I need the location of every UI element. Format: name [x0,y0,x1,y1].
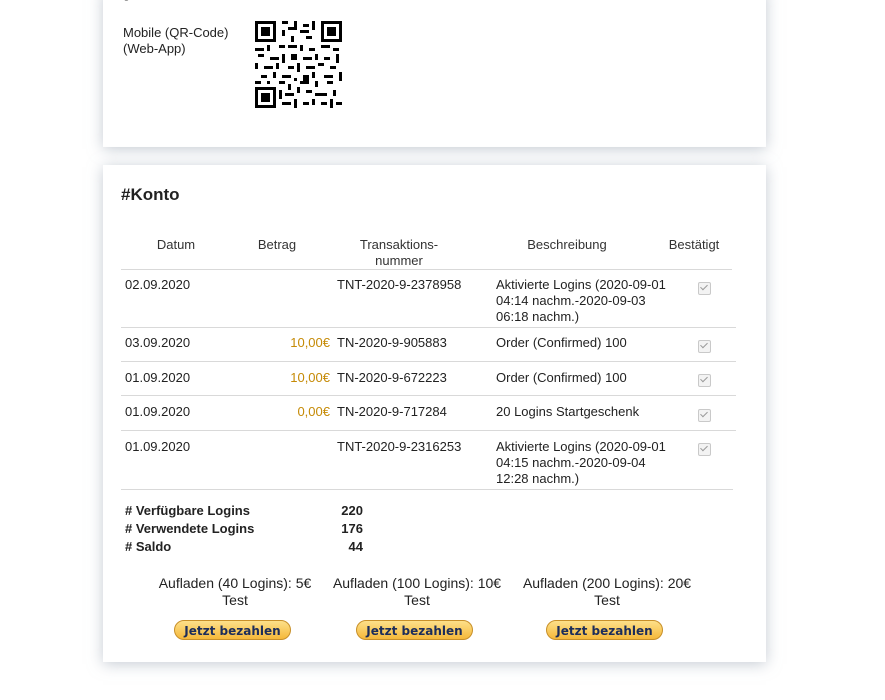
topup-title: Aufladen (40 Logins): 5€ [158,575,312,591]
summary-value-available: 220 [341,503,363,518]
row-amount: 0,00€ [297,404,330,419]
pay-now-button-100[interactable]: Jetzt bezahlen [356,620,473,640]
row-divider [121,361,736,362]
row-description-line: 04:15 nachm.-2020-09-04 [496,455,646,470]
col-transaktionsnummer-line1: Transaktions- [359,237,439,252]
cut-off-text [123,0,218,1]
summary-label-available: # Verfügbare Logins [125,503,250,518]
topup-label-200 [519,575,695,609]
row-txn: TN-2020-9-672223 [337,370,447,385]
row-amount: 10,00€ [290,370,330,385]
topup-label-40 [155,575,315,609]
topup-subtitle: Test [404,592,430,608]
row-description [496,277,681,325]
topup-subtitle: Test [222,592,248,608]
mobile-qr-label-line2: (Web-App) [123,41,186,56]
settings-card [103,0,766,147]
col-betrag: Betrag [257,237,297,252]
col-bestaetigt: Bestätigt [668,237,720,252]
row-amount: 10,00€ [290,335,330,350]
confirmed-checkbox [698,340,711,353]
konto-title: #Konto [121,185,180,204]
row-description: Order (Confirmed) 100 [496,370,627,385]
confirmed-checkbox [698,443,711,456]
summary-label-saldo: # Saldo [125,539,172,554]
row-divider [121,430,736,431]
col-transaktionsnummer-line2: nummer [375,253,423,268]
qr-code-image [255,21,342,108]
confirmed-checkbox [698,409,711,422]
summary-value-saldo: 44 [348,539,363,554]
row-txn: TNT-2020-9-2378958 [337,277,462,292]
row-date: 01.09.2020 [125,370,191,385]
topup-subtitle: Test [594,592,620,608]
col-datum: Datum [156,237,196,252]
row-date: 01.09.2020 [125,404,191,419]
col-transaktionsnummer [349,237,449,269]
table-bottom-divider [121,489,733,490]
row-txn: TNT-2020-9-2316253 [337,439,462,454]
topup-label-100 [329,575,505,609]
topup-title: Aufladen (100 Logins): 10€ [332,575,502,591]
confirmed-checkbox [698,282,711,295]
confirmed-checkbox [698,374,711,387]
row-description-line: Aktivierte Logins (2020-09-01 [496,439,666,454]
row-description-line: 12:28 nachm.) [496,471,580,486]
pay-now-button-40[interactable]: Jetzt bezahlen [174,620,291,640]
row-divider [121,395,736,396]
summary-value-used: 176 [341,521,363,536]
header-divider [121,269,732,270]
row-date: 03.09.2020 [125,335,191,350]
mobile-qr-label-line1: Mobile (QR-Code) [123,25,229,40]
row-description: 20 Logins Startgeschenk [496,404,640,419]
pay-now-button-200[interactable]: Jetzt bezahlen [546,620,663,640]
row-txn: TN-2020-9-717284 [337,404,447,419]
row-description [496,439,681,487]
row-txn: TN-2020-9-905883 [337,335,447,350]
mobile-qr-label [123,25,228,57]
topup-title: Aufladen (200 Logins): 20€ [522,575,692,591]
col-beschreibung: Beschreibung [527,237,607,252]
row-date: 01.09.2020 [125,439,191,454]
row-description: Order (Confirmed) 100 [496,335,627,350]
row-description-line: 04:14 nachm.-2020-09-03 [496,293,646,308]
row-date: 02.09.2020 [125,277,191,292]
row-divider [121,327,736,328]
row-description-line: Aktivierte Logins (2020-09-01 [496,277,666,292]
summary-label-used: # Verwendete Logins [125,521,255,536]
konto-card [103,165,766,662]
row-description-line: 06:18 nachm.) [496,309,580,324]
